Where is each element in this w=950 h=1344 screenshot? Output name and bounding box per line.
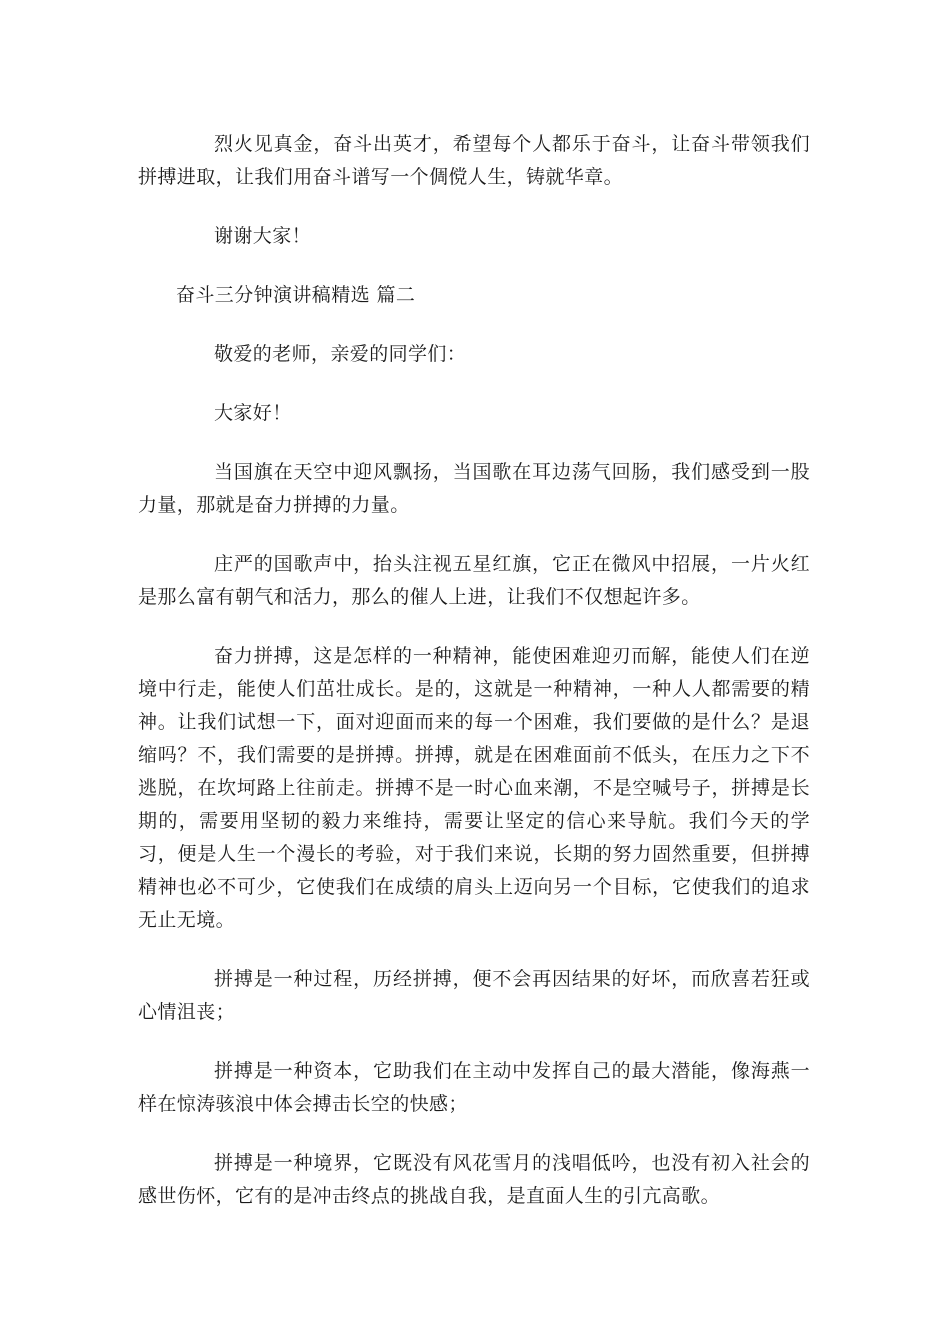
section-heading: 奋斗三分钟演讲稿精选 篇二: [176, 284, 416, 306]
paragraph-body: 拼搏是一种境界，它既没有风花雪月的浅唱低吟，也没有初入社会的感世伤怀，它有的是冲击终点的挑战自我，是直面人生的引亢高歌。: [138, 1152, 810, 1207]
paragraph-body: 拼搏是一种过程，历经拼搏，便不会再因结果的好坏，而欣喜若狂或心情沮丧；: [138, 968, 810, 1023]
document-page: [138, 128, 810, 1213]
paragraph-greeting: 大家好！: [214, 402, 292, 424]
paragraph-body: 奋力拼搏，这是怎样的一种精神，能使困难迎刃而解，能使人们在逆境中行走，能使人们茁壮成长。是的，这就是一种精神，一种人人都需要的精神。让我们试想一下，面对迎面而来的每一个困难，我们要做的是什么？是退缩吗？不，我们需要的是拼搏。拼搏，就是在困难面前不低头，在压力之下不逃脱，在坎坷路上往前走。拼搏不是一时心血来潮，不是空喊号子，拼搏是长期的，需要用坚韧的毅力来维持，需要让坚定的信心来导航。我们今天的学习，便是人生一个漫长的考验，对于我们来说，长期的努力固然重要，但拼搏精神也必不可少，它使我们在成绩的肩头上迈向另一个目标，它使我们的追求无止无境。: [138, 645, 810, 931]
paragraph-body: 当国旗在天空中迎风飘扬，当国歌在耳边荡气回肠，我们感受到一股力量，那就是奋力拼搏的力量。: [138, 461, 810, 516]
paragraph-closing: 烈火见真金，奋斗出英才，希望每个人都乐于奋斗，让奋斗带领我们拼搏进取，让我们用奋斗谱写一个倜傥人生，铸就华章。: [138, 133, 810, 188]
paragraph-body: 拼搏是一种资本，它助我们在主动中发挥自己的最大潜能，像海燕一样在惊涛骇浪中体会搏击长空的快感；: [138, 1060, 810, 1115]
paragraph-thanks: 谢谢大家！: [214, 225, 312, 247]
paragraph-body: 庄严的国歌声中，抬头注视五星红旗，它正在微风中招展，一片火红是那么富有朝气和活力，那么的催人上进，让我们不仅想起许多。: [138, 553, 810, 608]
paragraph-salutation: 敬爱的老师，亲爱的同学们：: [214, 343, 467, 365]
